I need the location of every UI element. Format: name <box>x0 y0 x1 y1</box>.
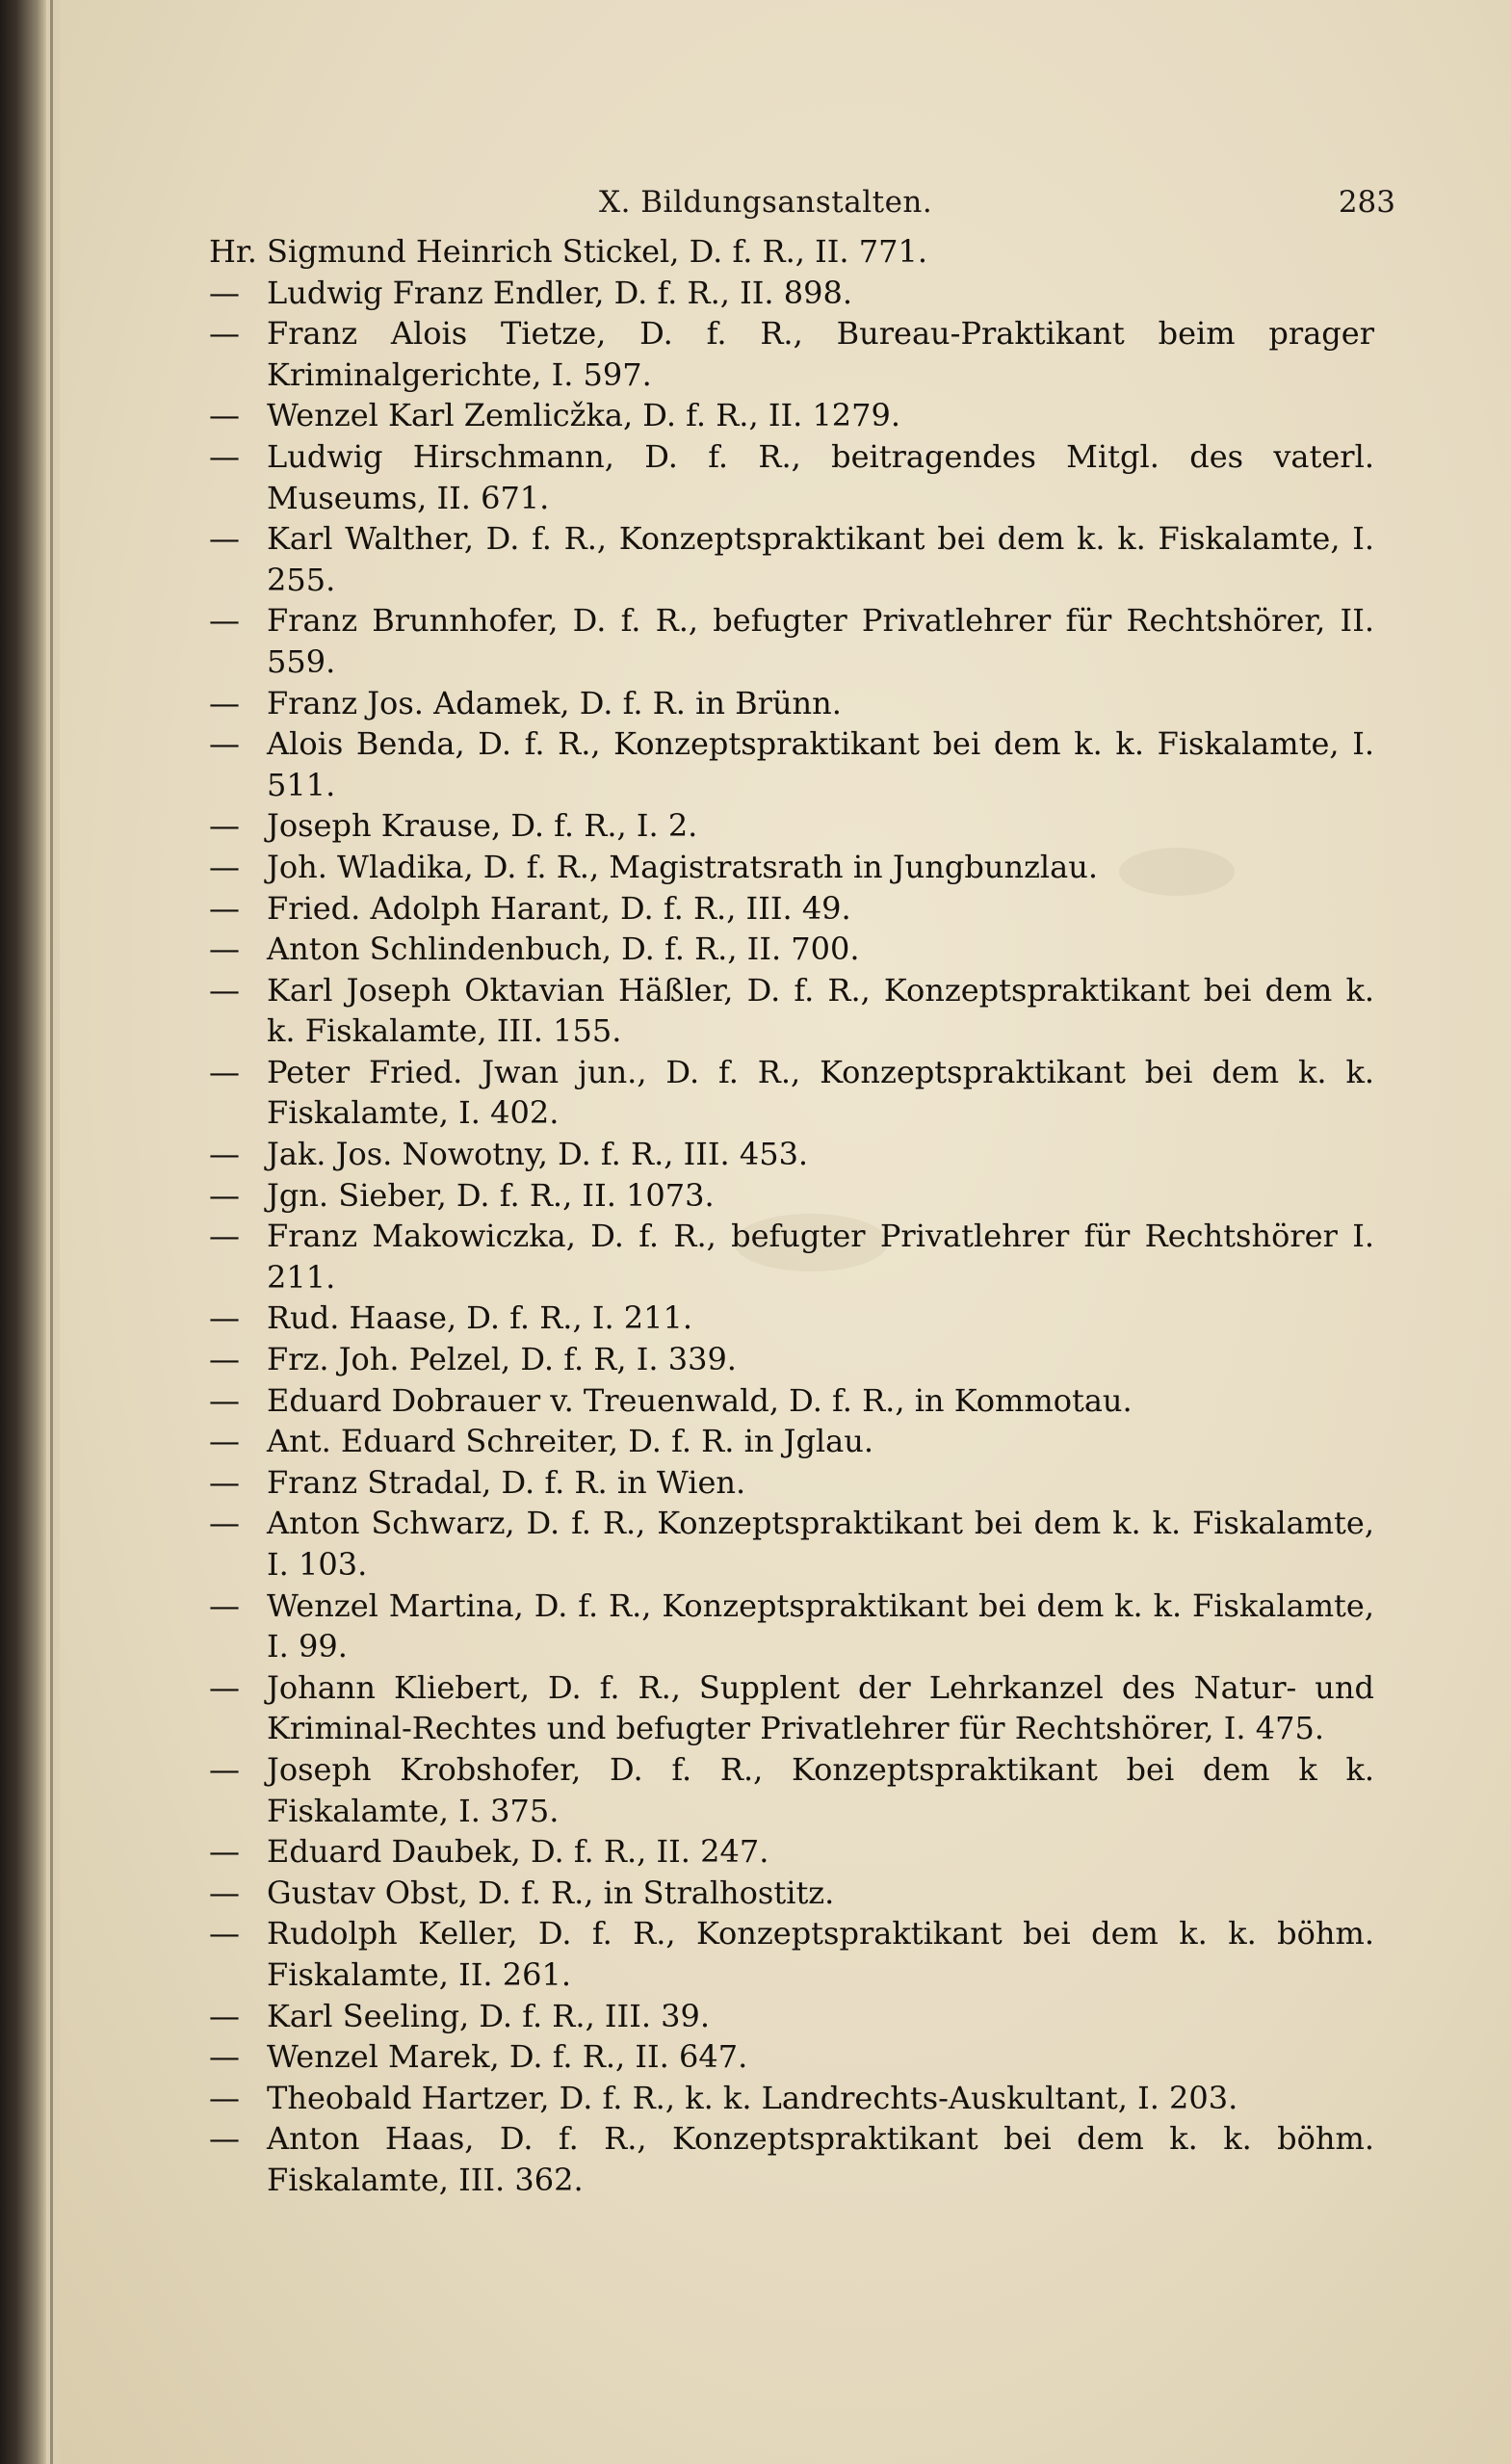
entry-prefix: — <box>209 1136 240 1173</box>
entry-text: Franz Makowiczka, D. f. R., befugter Privatlehrer für Rechtshörer I. 211. <box>267 1218 1374 1296</box>
entry-prefix: — <box>209 725 240 763</box>
directory-entry <box>209 929 1374 970</box>
directory-entry <box>209 1462 1374 1504</box>
entry-prefix: — <box>209 1176 240 1214</box>
entry-text: Eduard Dobrauer v. Treuenwald, D. f. R., in Kommotau. <box>267 1381 1133 1419</box>
entry-text: Karl Joseph Oktavian Häßler, D. f. R., Konzeptspraktikant bei dem k. k. Fiskalamte, III. 155. <box>267 971 1374 1050</box>
directory-entry <box>209 1873 1374 1914</box>
entry-prefix: — <box>209 848 240 885</box>
directory-entry <box>209 231 1374 273</box>
entry-prefix: — <box>209 1423 240 1460</box>
book-page <box>60 0 1511 2464</box>
entry-prefix: — <box>209 1750 240 1788</box>
entry-prefix: — <box>209 315 240 353</box>
entry-text: Franz Brunnhofer, D. f. R., befugter Privatlehrer für Rechtshörer, II. 559. <box>267 602 1374 680</box>
entry-prefix: — <box>209 1915 240 1953</box>
entry-text: Theobald Hartzer, D. f. R., k. k. Landrechts-Auskultant, I. 203. <box>267 2079 1238 2116</box>
entry-prefix: — <box>209 274 240 311</box>
directory-entry <box>209 1831 1374 1873</box>
entry-prefix: — <box>209 1463 240 1501</box>
directory-entry <box>209 395 1374 436</box>
entry-prefix: — <box>209 2120 240 2158</box>
entry-text: Ludwig Hirschmann, D. f. R., beitragendes Mitgl. des vaterl. Museums, II. 671. <box>267 437 1374 516</box>
directory-entry <box>209 313 1374 395</box>
directory-entry <box>209 723 1374 805</box>
entry-text: Anton Schlindenbuch, D. f. R., II. 700. <box>267 931 860 968</box>
directory-entry <box>209 970 1374 1052</box>
directory-entry <box>209 518 1374 600</box>
entry-text: Franz Alois Tietze, D. f. R., Bureau-Praktikant beim prager Kriminalgerichte, I. 597. <box>267 315 1374 393</box>
directory-entry <box>209 1913 1374 1995</box>
entry-text: Wenzel Martina, D. f. R., Konzeptspraktikant bei dem k. k. Fiskalamte, I. 99. <box>267 1586 1374 1665</box>
entry-prefix: — <box>209 889 240 927</box>
directory-entry <box>209 888 1374 930</box>
directory-entry <box>209 1749 1374 1831</box>
entry-prefix: — <box>209 2038 240 2076</box>
directory-entry <box>209 600 1374 682</box>
entry-prefix: — <box>209 437 240 475</box>
entry-prefix: — <box>209 1668 240 1706</box>
entry-prefix: — <box>209 1833 240 1871</box>
entry-text: Alois Benda, D. f. R., Konzeptspraktikant bei dem k. k. Fiskalamte, I. 511. <box>267 725 1374 803</box>
entry-text: Wenzel Karl Zemlicžka, D. f. R., II. 1279. <box>267 397 901 434</box>
entry-text: Rud. Haase, D. f. R., I. 211. <box>267 1299 693 1337</box>
directory-entry <box>209 2078 1374 2119</box>
directory-entry <box>209 1996 1374 2037</box>
directory-entry <box>209 2118 1374 2200</box>
entry-prefix: — <box>209 520 240 558</box>
directory-entry <box>209 1216 1374 1298</box>
entry-text: Joseph Krobshofer, D. f. R., Konzeptspraktikant bei dem k k. Fiskalamte, I. 375. <box>267 1750 1374 1829</box>
directory-entry <box>209 805 1374 847</box>
entry-text: Sigmund Heinrich Stickel, D. f. R., II. 771. <box>267 233 928 270</box>
entry-text: Johann Kliebert, D. f. R., Supplent der Lehrkanzel des Natur- und Kriminal-Rechtes und befugter Privatlehrer für Rechtshörer, I. 475. <box>267 1668 1374 1747</box>
entry-prefix: — <box>209 602 240 640</box>
directory-entry <box>209 436 1374 518</box>
section-title: X. Bildungsanstalten. <box>599 185 933 220</box>
entry-text: Gustav Obst, D. f. R., in Stralhostitz. <box>267 1874 835 1911</box>
entry-text: Joseph Krause, D. f. R., I. 2. <box>267 807 698 845</box>
entry-text: Joh. Wladika, D. f. R., Magistratsrath in Jungbunzlau. <box>267 848 1099 885</box>
running-header <box>60 185 1511 223</box>
directory-entry <box>209 273 1374 314</box>
entry-text: Rudolph Keller, D. f. R., Konzeptspraktikant bei dem k. k. böhm. Fiskalamte, II. 261. <box>267 1915 1374 1993</box>
entry-text: Karl Walther, D. f. R., Konzeptspraktikant bei dem k. k. Fiskalamte, I. 255. <box>267 520 1374 598</box>
entry-text: Karl Seeling, D. f. R., III. 39. <box>267 1997 711 2034</box>
entry-text: Franz Jos. Adamek, D. f. R. in Brünn. <box>267 684 842 721</box>
directory-entry <box>209 1667 1374 1749</box>
entry-prefix: — <box>209 807 240 845</box>
entry-prefix: — <box>209 1053 240 1090</box>
directory-entry <box>209 847 1374 888</box>
entry-prefix: — <box>209 1874 240 1911</box>
page-number: 283 <box>1338 185 1395 220</box>
entry-prefix: — <box>209 1586 240 1624</box>
directory-entry <box>209 2036 1374 2078</box>
entry-prefix: — <box>209 1299 240 1337</box>
entry-text: Ant. Eduard Schreiter, D. f. R. in Jglau. <box>267 1423 874 1460</box>
directory-entry <box>209 1503 1374 1585</box>
entry-prefix: — <box>209 684 240 721</box>
entry-text: Frz. Joh. Pelzel, D. f. R, I. 339. <box>267 1341 737 1378</box>
entry-prefix: — <box>209 1381 240 1419</box>
directory-entry <box>209 1052 1374 1134</box>
entry-text: Peter Fried. Jwan jun., D. f. R., Konzeptspraktikant bei dem k. k. Fiskalamte, I. 402. <box>267 1053 1374 1132</box>
directory-entry <box>209 1380 1374 1422</box>
entry-prefix: — <box>209 397 240 434</box>
entry-text: Anton Schwarz, D. f. R., Konzeptspraktikant bei dem k. k. Fiskalamte, I. 103. <box>267 1505 1374 1583</box>
entry-text: Eduard Daubek, D. f. R., II. 247. <box>267 1833 769 1871</box>
entry-text: Franz Stradal, D. f. R. in Wien. <box>267 1463 746 1501</box>
entry-prefix: — <box>209 1505 240 1542</box>
directory-entry <box>209 1339 1374 1380</box>
entry-prefix: — <box>209 1997 240 2034</box>
entry-prefix: — <box>209 971 240 1009</box>
entry-prefix: — <box>209 2079 240 2116</box>
entry-text: Ludwig Franz Endler, D. f. R., II. 898. <box>267 274 852 311</box>
directory-entry <box>209 1134 1374 1175</box>
entry-text: Jak. Jos. Nowotny, D. f. R., III. 453. <box>267 1136 809 1173</box>
gutter-line <box>50 0 53 2464</box>
entry-prefix: — <box>209 1341 240 1378</box>
entry-text: Anton Haas, D. f. R., Konzeptspraktikant bei dem k. k. böhm. Fiskalamte, III. 362. <box>267 2120 1374 2198</box>
entry-text: Fried. Adolph Harant, D. f. R., III. 49. <box>267 889 851 927</box>
entry-prefix: — <box>209 931 240 968</box>
directory-entry <box>209 683 1374 724</box>
entry-prefix: — <box>209 1218 240 1255</box>
entry-text: Jgn. Sieber, D. f. R., II. 1073. <box>267 1176 715 1214</box>
directory-entry <box>209 1298 1374 1339</box>
directory-list <box>209 231 1374 2201</box>
directory-entry <box>209 1421 1374 1462</box>
book-binding-edge <box>0 0 46 2464</box>
directory-entry <box>209 1586 1374 1667</box>
entry-prefix: Hr. <box>209 233 257 270</box>
directory-entry <box>209 1175 1374 1217</box>
entry-text: Wenzel Marek, D. f. R., II. 647. <box>267 2038 748 2076</box>
